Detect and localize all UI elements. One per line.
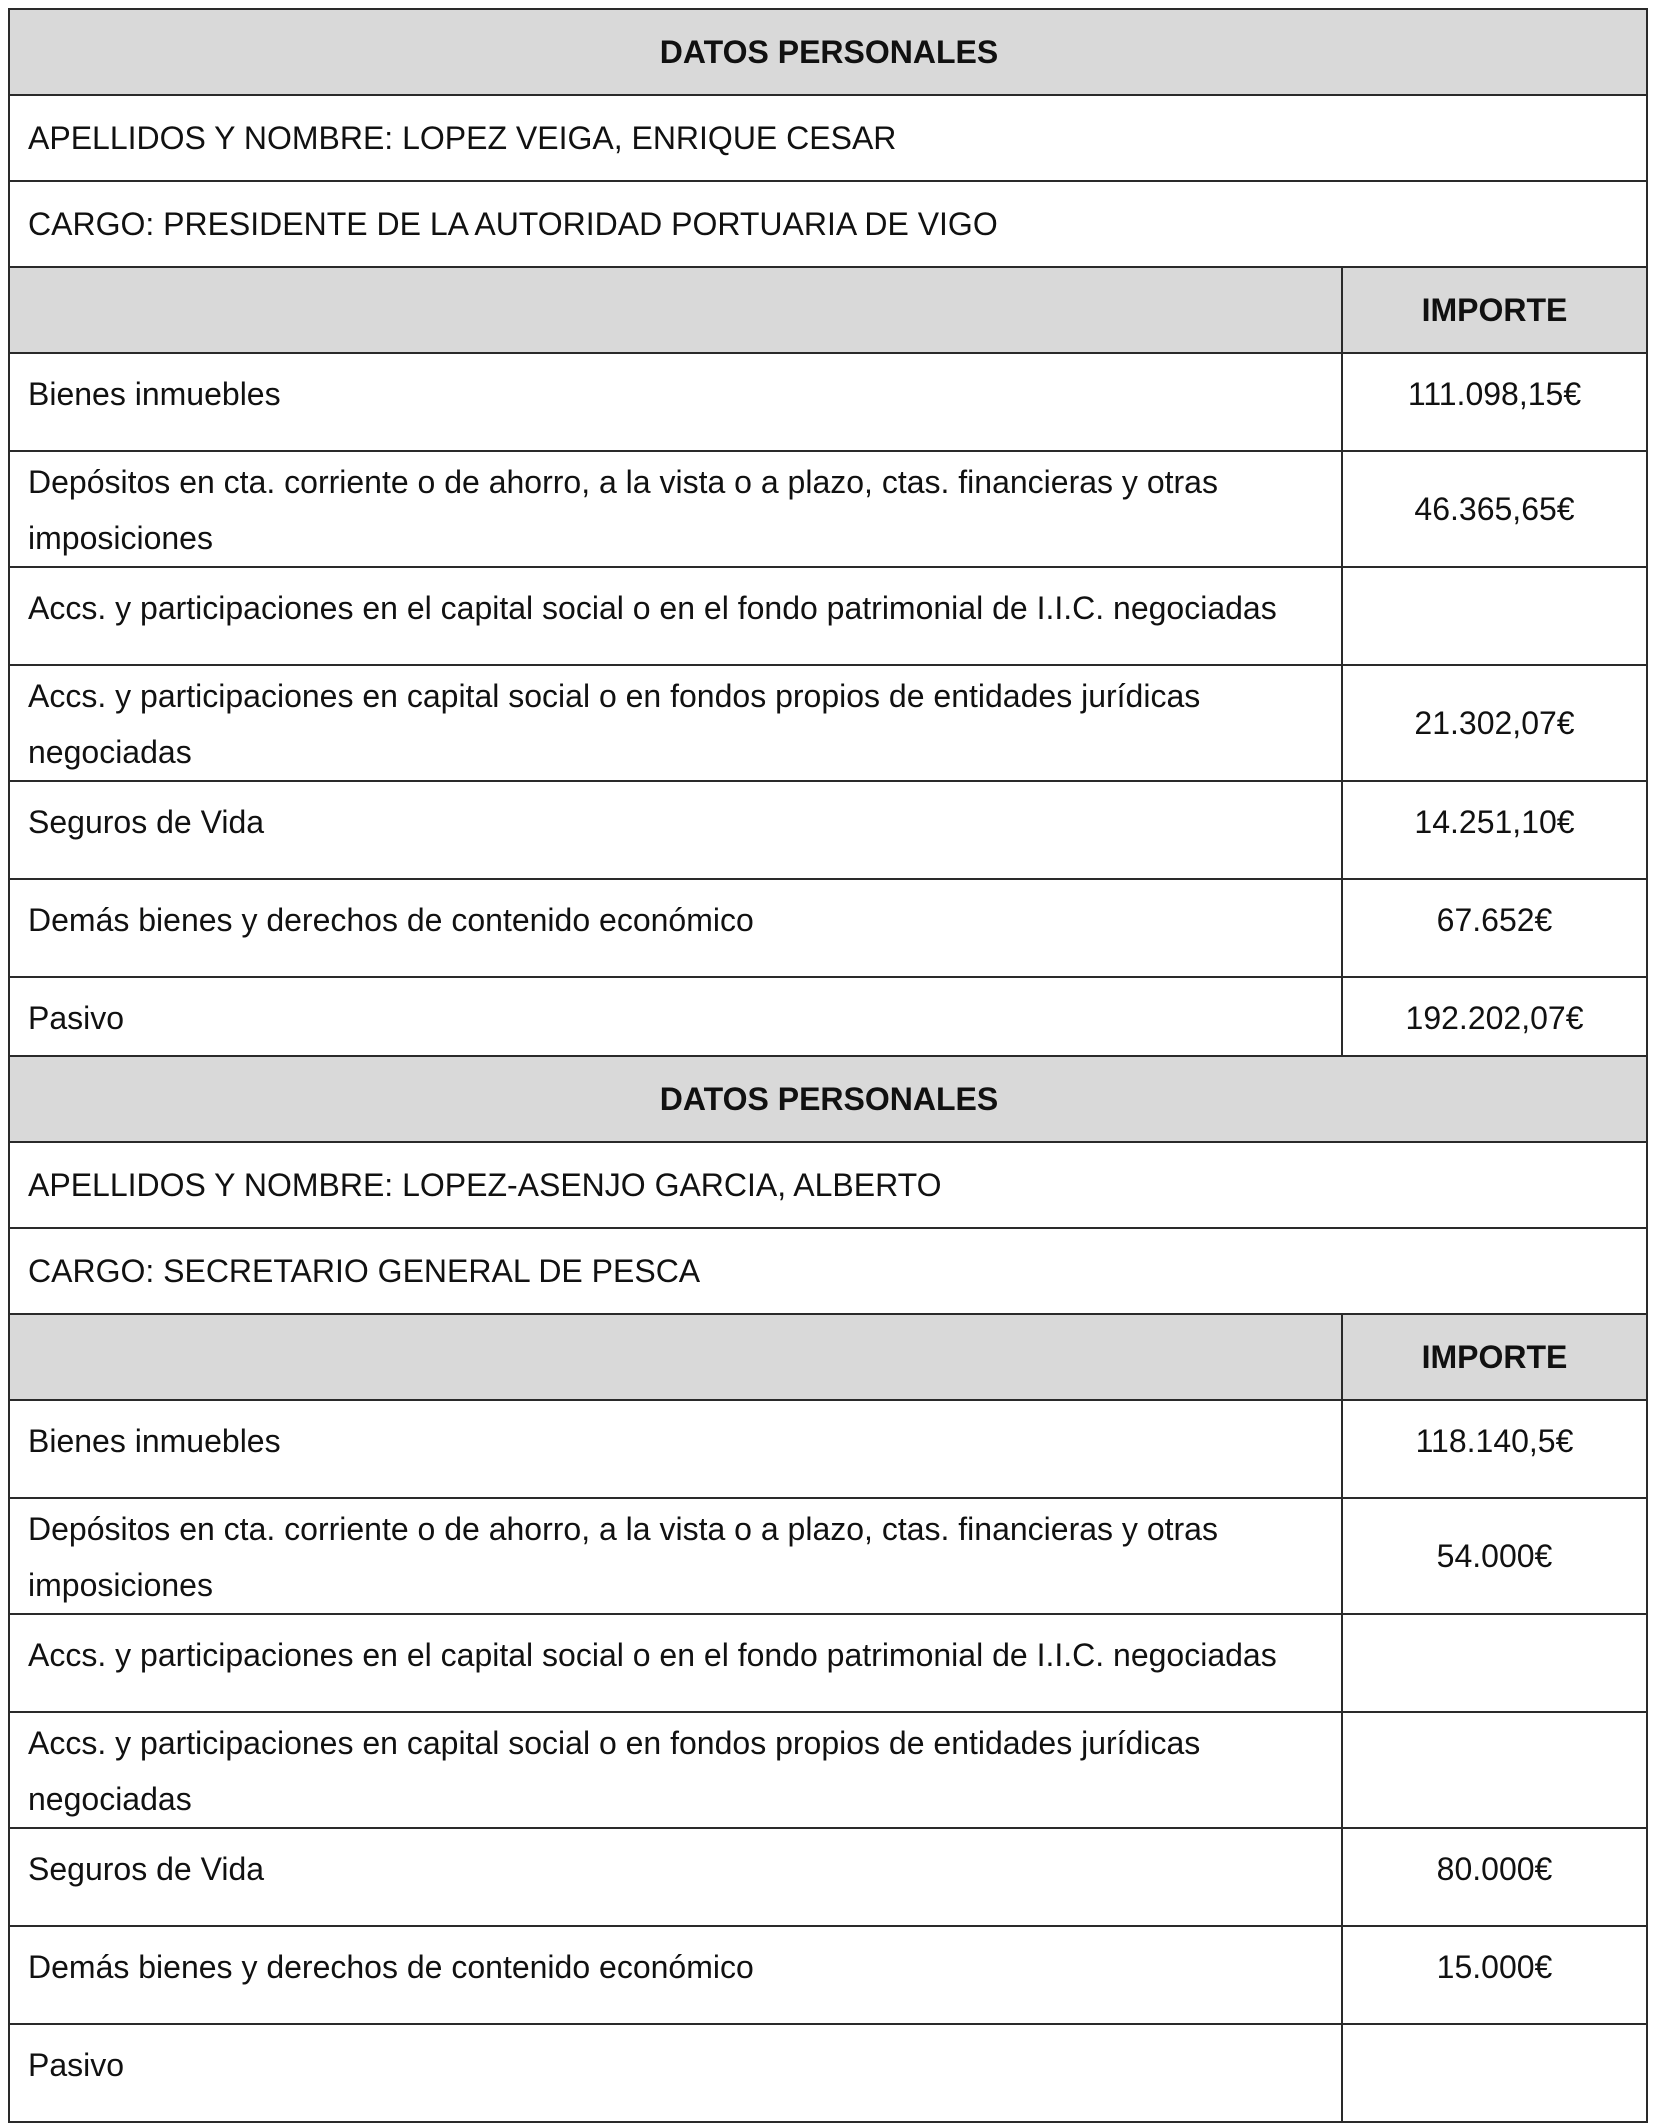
row-amount <box>1342 567 1647 665</box>
table-row <box>9 1712 1647 1828</box>
table-row <box>9 1400 1647 1498</box>
row-amount: 54.000€ <box>1342 1498 1647 1614</box>
amount-header: IMPORTE <box>1342 267 1647 353</box>
row-amount: 111.098,15€ <box>1342 353 1647 451</box>
table-row <box>9 1614 1647 1712</box>
table-row <box>9 879 1647 977</box>
table-row <box>9 1828 1647 1926</box>
cargo-line: CARGO: PRESIDENTE DE LA AUTORIDAD PORTUARIA DE VIGO <box>9 181 1647 267</box>
row-label: Demás bienes y derechos de contenido económico <box>9 1926 1342 2024</box>
row-label: Accs. y participaciones en el capital social o en el fondo patrimonial de I.I.C. negociadas <box>9 567 1342 665</box>
section-header: DATOS PERSONALES <box>9 1056 1647 1142</box>
row-amount <box>1342 1712 1647 1828</box>
amount-header: IMPORTE <box>1342 1314 1647 1400</box>
row-amount <box>1342 2024 1647 2122</box>
table-row <box>9 1926 1647 2024</box>
row-amount <box>1342 1614 1647 1712</box>
table-row <box>9 567 1647 665</box>
cargo-row <box>9 1228 1647 1314</box>
name-row <box>9 1142 1647 1228</box>
row-amount: 80.000€ <box>1342 1828 1647 1926</box>
declaration-table-1 <box>8 8 1648 1076</box>
declaration-table-2 <box>8 1055 1648 2123</box>
cargo-row <box>9 181 1647 267</box>
row-label: Bienes inmuebles <box>9 353 1342 451</box>
row-label: Pasivo <box>9 977 1342 1075</box>
table-row <box>9 781 1647 879</box>
row-amount: 21.302,07€ <box>1342 665 1647 781</box>
row-label: Accs. y participaciones en capital social o en fondos propios de entidades jurídicas negociadas <box>9 1712 1342 1828</box>
table-row <box>9 665 1647 781</box>
row-amount: 118.140,5€ <box>1342 1400 1647 1498</box>
section-header-row <box>9 1056 1647 1142</box>
concept-header-cell <box>9 267 1342 353</box>
table-row <box>9 2024 1647 2122</box>
row-label: Seguros de Vida <box>9 1828 1342 1926</box>
row-label: Depósitos en cta. corriente o de ahorro, a la vista o a plazo, ctas. financieras y otras imposiciones <box>9 1498 1342 1614</box>
row-amount: 14.251,10€ <box>1342 781 1647 879</box>
name-line: APELLIDOS Y NOMBRE: LOPEZ VEIGA, ENRIQUE CESAR <box>9 95 1647 181</box>
row-amount: 67.652€ <box>1342 879 1647 977</box>
concept-header-cell <box>9 1314 1342 1400</box>
table-row <box>9 353 1647 451</box>
name-line: APELLIDOS Y NOMBRE: LOPEZ-ASENJO GARCIA, ALBERTO <box>9 1142 1647 1228</box>
section-header: DATOS PERSONALES <box>9 9 1647 95</box>
table-row <box>9 1498 1647 1614</box>
row-label: Demás bienes y derechos de contenido económico <box>9 879 1342 977</box>
row-label: Accs. y participaciones en el capital social o en el fondo patrimonial de I.I.C. negociadas <box>9 1614 1342 1712</box>
column-header-row <box>9 267 1647 353</box>
column-header-row <box>9 1314 1647 1400</box>
row-label: Depósitos en cta. corriente o de ahorro, a la vista o a plazo, ctas. financieras y otras imposiciones <box>9 451 1342 567</box>
row-amount: 192.202,07€ <box>1342 977 1647 1075</box>
row-label: Accs. y participaciones en capital social o en fondos propios de entidades jurídicas negociadas <box>9 665 1342 781</box>
section-header-row <box>9 9 1647 95</box>
table-row <box>9 451 1647 567</box>
row-label: Bienes inmuebles <box>9 1400 1342 1498</box>
row-label: Seguros de Vida <box>9 781 1342 879</box>
row-amount: 15.000€ <box>1342 1926 1647 2024</box>
row-amount: 46.365,65€ <box>1342 451 1647 567</box>
cargo-line: CARGO: SECRETARIO GENERAL DE PESCA <box>9 1228 1647 1314</box>
row-label: Pasivo <box>9 2024 1342 2122</box>
name-row <box>9 95 1647 181</box>
